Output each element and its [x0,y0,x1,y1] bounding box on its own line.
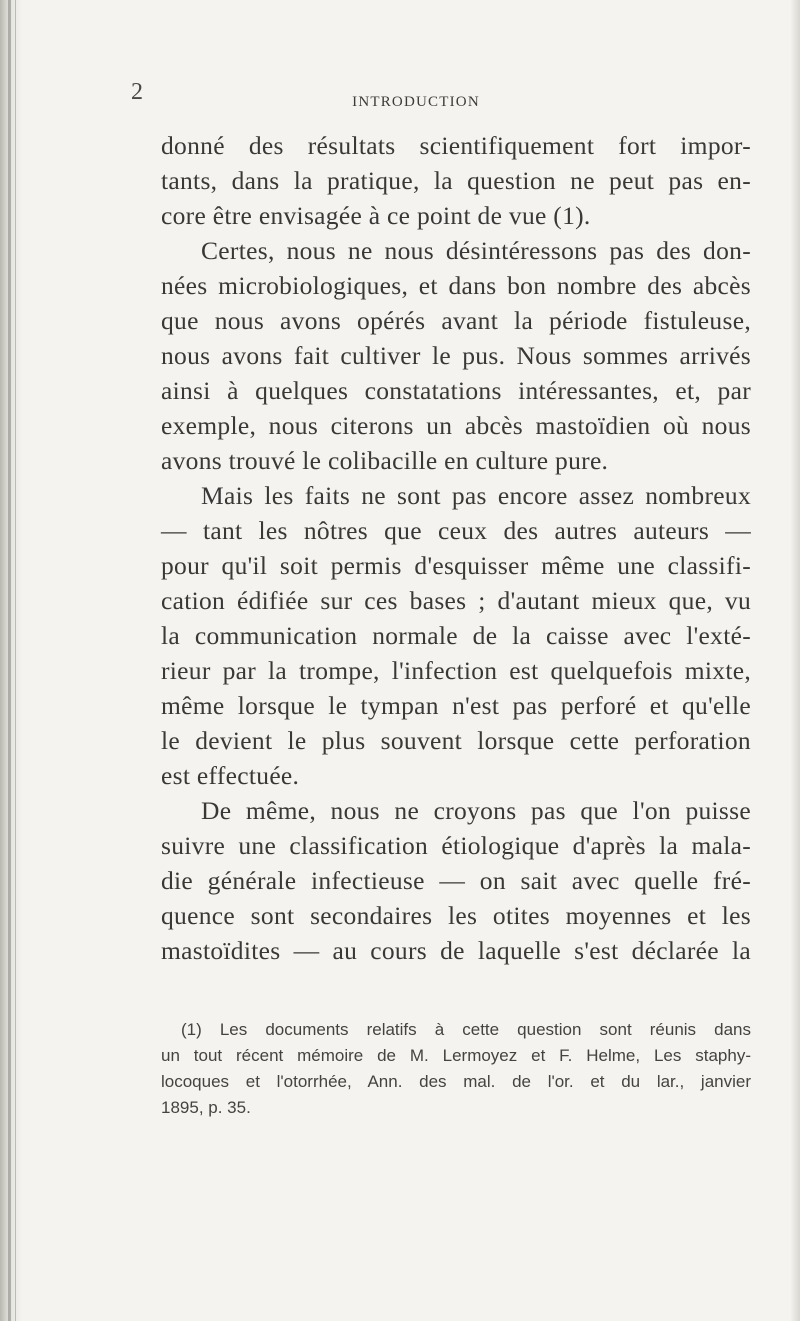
binding-shadow-line-thin [15,0,16,1321]
text-line: rieur par la trompe, l'infection est quelquefois mixte, [161,656,751,685]
text-line: exemple, nous citerons un abcès mastoïdien où nous [161,411,751,440]
text-line: pour qu'il soit permis d'esquisser même une classifi- [161,551,751,580]
page-number: 2 [131,79,143,105]
text-line: avons trouvé le colibacille en culture pure. [161,446,609,475]
text-line: nées microbiologiques, et dans bon nombre des abcès [161,271,751,300]
text-line: nous avons fait cultiver le pus. Nous sommes arrivés [161,341,751,370]
binding-edge [0,0,22,1321]
binding-shadow-line [8,0,11,1321]
text-line: mastoïdites — au cours de laquelle s'est déclarée la [161,936,751,965]
text-line: cation édifiée sur ces bases ; d'autant mieux que, vu [161,586,751,615]
running-title: INTRODUCTION [352,94,480,110]
footnote-line: locoques et l'otorrhée, Ann. des mal. de l'or. et du lar., janvier [161,1072,751,1091]
body-text [161,128,751,968]
text-line: Certes, nous ne nous désintéressons pas des don- [201,236,751,265]
text-line: die générale infectieuse — on sait avec quelle fré- [161,866,751,895]
text-line: même lorsque le tympan n'est pas perforé et qu'elle [161,691,751,720]
text-line: tants, dans la pratique, la question ne peut pas en- [161,166,751,195]
text-line: ainsi à quelques constatations intéressantes, et, par [161,376,751,405]
text-line: suivre une classification étiologique d'après la mala- [161,831,751,860]
text-line: donné des résultats scientifiquement fort impor- [161,131,751,160]
text-line: core être envisagée à ce point de vue (1). [161,201,591,230]
footnote-line: un tout récent mémoire de M. Lermoyez et F. Helme, Les staphy- [161,1046,751,1065]
footnote-line: (1) Les documents relatifs à cette question sont réunis dans [181,1020,751,1039]
footnote-line: 1895, p. 35. [161,1098,251,1117]
text-line: De même, nous ne croyons pas que l'on puisse [201,796,751,825]
text-line: — tant les nôtres que ceux des autres auteurs — [161,516,751,545]
text-line: le devient le plus souvent lorsque cette perforation [161,726,751,755]
text-line: que nous avons opérés avant la période fistuleuse, [161,306,751,335]
page-right-edge [790,0,800,1321]
text-line: quence sont secondaires les otites moyennes et les [161,901,751,930]
footnotes [161,1017,751,1121]
text-line: est effectuée. [161,761,300,790]
text-line: la communication normale de la caisse avec l'exté- [161,621,751,650]
text-line: Mais les faits ne sont pas encore assez nombreux [201,481,751,510]
